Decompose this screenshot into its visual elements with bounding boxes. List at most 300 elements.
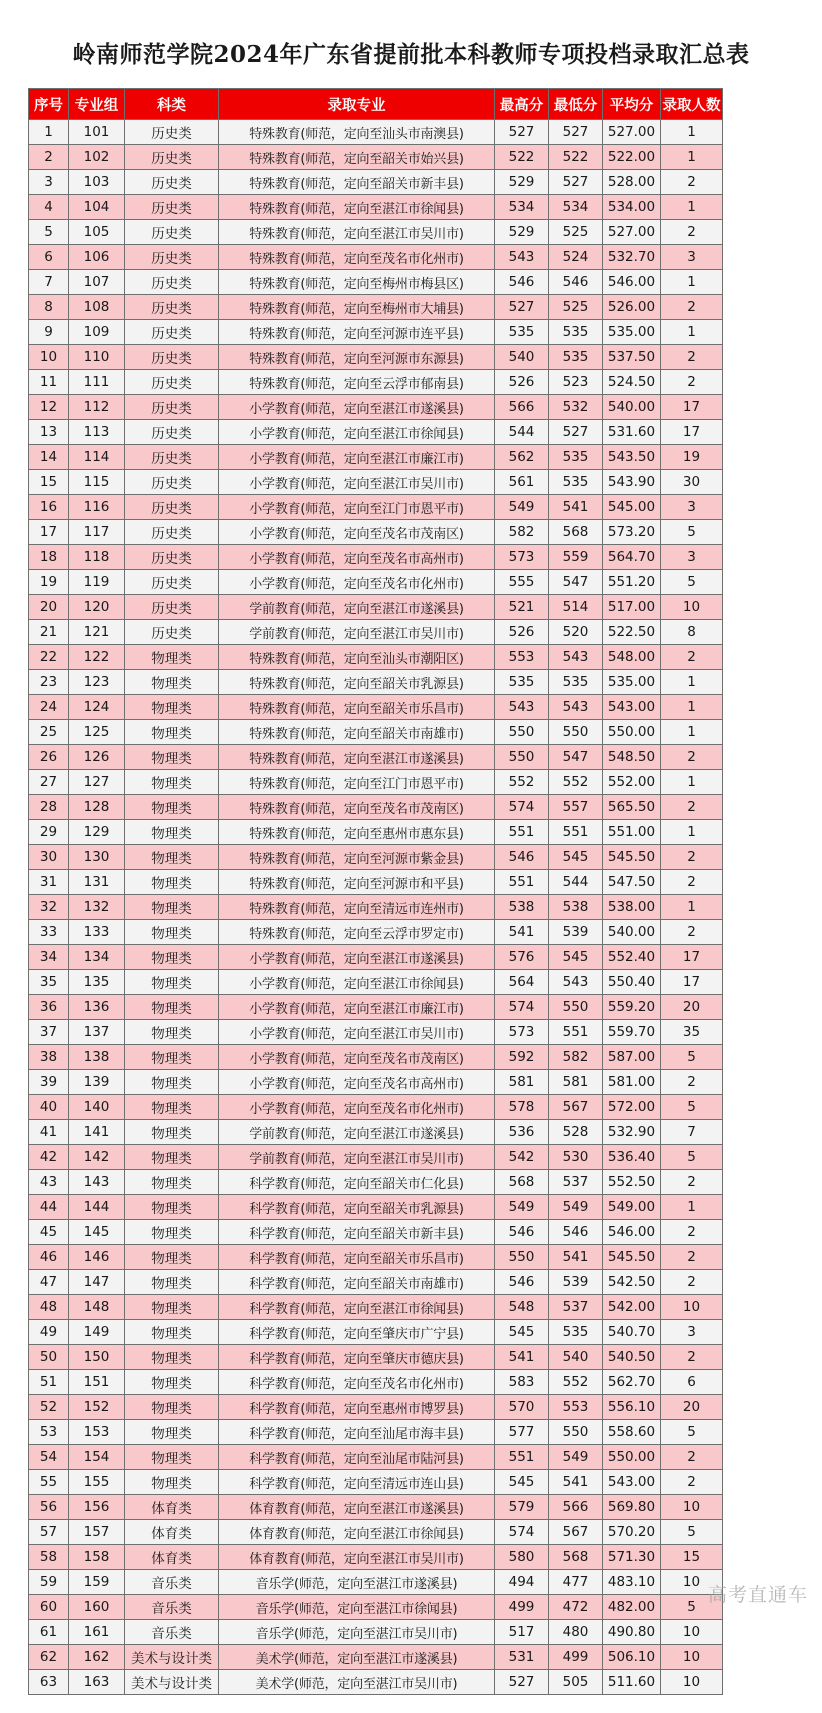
- cell-major: 科学教育(师范，定向至汕尾市陆河县): [219, 1445, 495, 1470]
- cell-major: 科学教育(师范，定向至惠州市博罗县): [219, 1395, 495, 1420]
- cell-max-score: 529: [495, 170, 549, 195]
- cell-admitted-count: 1: [661, 320, 723, 345]
- cell-avg-score: 581.00: [603, 1070, 661, 1095]
- cell-min-score: 528: [549, 1120, 603, 1145]
- table-row: [29, 695, 723, 720]
- cell-avg-score: 547.50: [603, 870, 661, 895]
- table-row: [29, 195, 723, 220]
- cell-index: 29: [29, 820, 69, 845]
- cell-major: 特殊教育(师范，定向至韶关市乐昌市): [219, 695, 495, 720]
- cell-max-score: 582: [495, 520, 549, 545]
- cell-group: 136: [69, 995, 125, 1020]
- cell-major: 体育教育(师范，定向至湛江市徐闻县): [219, 1520, 495, 1545]
- cell-group: 105: [69, 220, 125, 245]
- cell-major: 科学教育(师范，定向至韶关市乐昌市): [219, 1245, 495, 1270]
- cell-category: 物理类: [125, 1345, 219, 1370]
- cell-group: 130: [69, 845, 125, 870]
- cell-avg-score: 550.00: [603, 720, 661, 745]
- cell-min-score: 550: [549, 1420, 603, 1445]
- cell-group: 126: [69, 745, 125, 770]
- cell-admitted-count: 5: [661, 1045, 723, 1070]
- cell-index: 9: [29, 320, 69, 345]
- cell-min-score: 535: [549, 670, 603, 695]
- cell-category: 物理类: [125, 795, 219, 820]
- cell-avg-score: 532.70: [603, 245, 661, 270]
- table-row: [29, 895, 723, 920]
- cell-min-score: 535: [549, 445, 603, 470]
- cell-major: 音乐学(师范，定向至湛江市遂溪县): [219, 1570, 495, 1595]
- cell-admitted-count: 1: [661, 1195, 723, 1220]
- cell-category: 物理类: [125, 1270, 219, 1295]
- cell-index: 58: [29, 1545, 69, 1570]
- cell-group: 127: [69, 770, 125, 795]
- cell-group: 160: [69, 1595, 125, 1620]
- cell-group: 118: [69, 545, 125, 570]
- cell-avg-score: 542.00: [603, 1295, 661, 1320]
- cell-index: 16: [29, 495, 69, 520]
- cell-max-score: 544: [495, 420, 549, 445]
- cell-avg-score: 542.50: [603, 1270, 661, 1295]
- cell-avg-score: 527.00: [603, 220, 661, 245]
- cell-avg-score: 558.60: [603, 1420, 661, 1445]
- cell-category: 历史类: [125, 370, 219, 395]
- cell-max-score: 578: [495, 1095, 549, 1120]
- table-row: [29, 570, 723, 595]
- cell-max-score: 526: [495, 620, 549, 645]
- cell-index: 11: [29, 370, 69, 395]
- header-avg-score: 平均分: [603, 89, 661, 120]
- cell-major: 小学教育(师范，定向至茂名市茂南区): [219, 520, 495, 545]
- cell-max-score: 568: [495, 1170, 549, 1195]
- cell-admitted-count: 1: [661, 895, 723, 920]
- cell-group: 128: [69, 795, 125, 820]
- cell-major: 美术学(师范，定向至湛江市遂溪县): [219, 1645, 495, 1670]
- cell-admitted-count: 7: [661, 1120, 723, 1145]
- cell-avg-score: 540.50: [603, 1345, 661, 1370]
- cell-category: 物理类: [125, 1145, 219, 1170]
- cell-max-score: 535: [495, 670, 549, 695]
- cell-max-score: 564: [495, 970, 549, 995]
- cell-major: 特殊教育(师范，定向至江门市恩平市): [219, 770, 495, 795]
- cell-index: 22: [29, 645, 69, 670]
- cell-group: 133: [69, 920, 125, 945]
- cell-max-score: 546: [495, 845, 549, 870]
- table-row: [29, 520, 723, 545]
- cell-major: 学前教育(师范，定向至湛江市遂溪县): [219, 595, 495, 620]
- cell-category: 物理类: [125, 1245, 219, 1270]
- table-row: [29, 745, 723, 770]
- cell-category: 历史类: [125, 420, 219, 445]
- cell-max-score: 583: [495, 1370, 549, 1395]
- cell-group: 156: [69, 1495, 125, 1520]
- cell-min-score: 546: [549, 1220, 603, 1245]
- cell-category: 音乐类: [125, 1570, 219, 1595]
- cell-avg-score: 522.50: [603, 620, 661, 645]
- cell-min-score: 541: [549, 495, 603, 520]
- cell-group: 157: [69, 1520, 125, 1545]
- table-row: [29, 1320, 723, 1345]
- cell-category: 历史类: [125, 445, 219, 470]
- cell-avg-score: 543.50: [603, 445, 661, 470]
- cell-index: 35: [29, 970, 69, 995]
- cell-min-score: 530: [549, 1145, 603, 1170]
- table-body: [29, 120, 723, 1695]
- cell-major: 科学教育(师范，定向至韶关市新丰县): [219, 1220, 495, 1245]
- cell-min-score: 543: [549, 645, 603, 670]
- cell-max-score: 549: [495, 495, 549, 520]
- cell-admitted-count: 5: [661, 1520, 723, 1545]
- cell-index: 17: [29, 520, 69, 545]
- cell-max-score: 517: [495, 1620, 549, 1645]
- cell-admitted-count: 1: [661, 770, 723, 795]
- cell-max-score: 538: [495, 895, 549, 920]
- cell-min-score: 541: [549, 1470, 603, 1495]
- table-row: [29, 1070, 723, 1095]
- cell-admitted-count: 2: [661, 1245, 723, 1270]
- cell-avg-score: 543.00: [603, 695, 661, 720]
- cell-min-score: 534: [549, 195, 603, 220]
- cell-avg-score: 543.00: [603, 1470, 661, 1495]
- cell-index: 47: [29, 1270, 69, 1295]
- watermark: 高考直通车: [707, 1584, 808, 1606]
- table-row: [29, 595, 723, 620]
- cell-major: 特殊教育(师范，定向至梅州市大埔县): [219, 295, 495, 320]
- cell-major: 特殊教育(师范，定向至韶关市乳源县): [219, 670, 495, 695]
- cell-max-score: 573: [495, 1020, 549, 1045]
- cell-min-score: 553: [549, 1395, 603, 1420]
- cell-max-score: 526: [495, 370, 549, 395]
- cell-category: 物理类: [125, 1070, 219, 1095]
- cell-avg-score: 552.40: [603, 945, 661, 970]
- cell-group: 114: [69, 445, 125, 470]
- cell-major: 特殊教育(师范，定向至茂名市化州市): [219, 245, 495, 270]
- cell-admitted-count: 2: [661, 1170, 723, 1195]
- cell-max-score: 527: [495, 120, 549, 145]
- cell-group: 143: [69, 1170, 125, 1195]
- cell-group: 141: [69, 1120, 125, 1145]
- cell-max-score: 580: [495, 1545, 549, 1570]
- cell-group: 148: [69, 1295, 125, 1320]
- table-row: [29, 345, 723, 370]
- cell-category: 历史类: [125, 595, 219, 620]
- cell-group: 135: [69, 970, 125, 995]
- table-row: [29, 1495, 723, 1520]
- cell-admitted-count: 2: [661, 1445, 723, 1470]
- cell-major: 小学教育(师范，定向至湛江市吴川市): [219, 470, 495, 495]
- cell-group: 125: [69, 720, 125, 745]
- cell-index: 10: [29, 345, 69, 370]
- cell-group: 107: [69, 270, 125, 295]
- cell-group: 151: [69, 1370, 125, 1395]
- cell-min-score: 545: [549, 945, 603, 970]
- cell-avg-score: 511.60: [603, 1670, 661, 1695]
- cell-avg-score: 482.00: [603, 1595, 661, 1620]
- cell-admitted-count: 2: [661, 745, 723, 770]
- cell-max-score: 527: [495, 295, 549, 320]
- cell-admitted-count: 2: [661, 370, 723, 395]
- cell-min-score: 535: [549, 470, 603, 495]
- table-row: [29, 1545, 723, 1570]
- cell-group: 129: [69, 820, 125, 845]
- cell-avg-score: 548.00: [603, 645, 661, 670]
- cell-group: 132: [69, 895, 125, 920]
- table-row: [29, 945, 723, 970]
- cell-avg-score: 550.40: [603, 970, 661, 995]
- cell-major: 特殊教育(师范，定向至河源市和平县): [219, 870, 495, 895]
- cell-admitted-count: 20: [661, 995, 723, 1020]
- cell-index: 19: [29, 570, 69, 595]
- cell-max-score: 546: [495, 1270, 549, 1295]
- cell-max-score: 541: [495, 1345, 549, 1370]
- cell-category: 物理类: [125, 820, 219, 845]
- header-major: 录取专业: [219, 89, 495, 120]
- cell-major: 小学教育(师范，定向至湛江市遂溪县): [219, 395, 495, 420]
- cell-major: 特殊教育(师范，定向至河源市东源县): [219, 345, 495, 370]
- cell-category: 物理类: [125, 895, 219, 920]
- cell-admitted-count: 1: [661, 720, 723, 745]
- cell-admitted-count: 2: [661, 845, 723, 870]
- table-row: [29, 920, 723, 945]
- cell-max-score: 553: [495, 645, 549, 670]
- cell-group: 162: [69, 1645, 125, 1670]
- cell-major: 科学教育(师范，定向至韶关市南雄市): [219, 1270, 495, 1295]
- cell-group: 111: [69, 370, 125, 395]
- cell-category: 物理类: [125, 1120, 219, 1145]
- cell-admitted-count: 5: [661, 1420, 723, 1445]
- cell-max-score: 576: [495, 945, 549, 970]
- cell-category: 历史类: [125, 545, 219, 570]
- cell-avg-score: 552.50: [603, 1170, 661, 1195]
- cell-category: 物理类: [125, 845, 219, 870]
- cell-group: 142: [69, 1145, 125, 1170]
- cell-index: 46: [29, 1245, 69, 1270]
- cell-major: 科学教育(师范，定向至韶关市乳源县): [219, 1195, 495, 1220]
- cell-category: 音乐类: [125, 1595, 219, 1620]
- cell-min-score: 552: [549, 1370, 603, 1395]
- cell-major: 音乐学(师范，定向至湛江市吴川市): [219, 1620, 495, 1645]
- header-min-score: 最低分: [549, 89, 603, 120]
- cell-admitted-count: 35: [661, 1020, 723, 1045]
- cell-avg-score: 536.40: [603, 1145, 661, 1170]
- cell-group: 113: [69, 420, 125, 445]
- cell-index: 14: [29, 445, 69, 470]
- cell-group: 163: [69, 1670, 125, 1695]
- cell-max-score: 529: [495, 220, 549, 245]
- cell-category: 历史类: [125, 245, 219, 270]
- cell-min-score: 551: [549, 820, 603, 845]
- cell-group: 149: [69, 1320, 125, 1345]
- cell-avg-score: 546.00: [603, 1220, 661, 1245]
- cell-admitted-count: 8: [661, 620, 723, 645]
- cell-admitted-count: 2: [661, 870, 723, 895]
- cell-admitted-count: 10: [661, 1570, 723, 1595]
- cell-category: 物理类: [125, 670, 219, 695]
- cell-min-score: 582: [549, 1045, 603, 1070]
- cell-admitted-count: 3: [661, 495, 723, 520]
- cell-major: 音乐学(师范，定向至湛江市徐闻县): [219, 1595, 495, 1620]
- cell-major: 科学教育(师范，定向至湛江市徐闻县): [219, 1295, 495, 1320]
- cell-min-score: 480: [549, 1620, 603, 1645]
- cell-category: 历史类: [125, 120, 219, 145]
- cell-major: 特殊教育(师范，定向至韶关市新丰县): [219, 170, 495, 195]
- cell-min-score: 524: [549, 245, 603, 270]
- table-row: [29, 1470, 723, 1495]
- table-row: [29, 720, 723, 745]
- table-row: [29, 1145, 723, 1170]
- table-row: [29, 370, 723, 395]
- table-row: [29, 1345, 723, 1370]
- table-row: [29, 795, 723, 820]
- cell-index: 20: [29, 595, 69, 620]
- cell-min-score: 540: [549, 1345, 603, 1370]
- cell-avg-score: 535.00: [603, 670, 661, 695]
- cell-admitted-count: 2: [661, 345, 723, 370]
- cell-admitted-count: 1: [661, 820, 723, 845]
- cell-major: 学前教育(师范，定向至湛江市吴川市): [219, 1145, 495, 1170]
- cell-max-score: 499: [495, 1595, 549, 1620]
- cell-min-score: 547: [549, 570, 603, 595]
- cell-group: 110: [69, 345, 125, 370]
- table-row: [29, 245, 723, 270]
- cell-category: 物理类: [125, 1220, 219, 1245]
- cell-major: 特殊教育(师范，定向至河源市紫金县): [219, 845, 495, 870]
- header-admitted-count: 录取人数: [661, 89, 723, 120]
- cell-major: 科学教育(师范，定向至清远市连山县): [219, 1470, 495, 1495]
- cell-avg-score: 535.00: [603, 320, 661, 345]
- cell-admitted-count: 2: [661, 220, 723, 245]
- cell-admitted-count: 17: [661, 395, 723, 420]
- header-max-score: 最高分: [495, 89, 549, 120]
- table-row: [29, 270, 723, 295]
- cell-group: 101: [69, 120, 125, 145]
- cell-major: 特殊教育(师范，定向至惠州市惠东县): [219, 820, 495, 845]
- cell-category: 历史类: [125, 220, 219, 245]
- cell-category: 物理类: [125, 1395, 219, 1420]
- cell-group: 122: [69, 645, 125, 670]
- cell-admitted-count: 2: [661, 1470, 723, 1495]
- cell-admitted-count: 5: [661, 570, 723, 595]
- cell-index: 42: [29, 1145, 69, 1170]
- cell-category: 历史类: [125, 570, 219, 595]
- cell-avg-score: 556.10: [603, 1395, 661, 1420]
- cell-category: 历史类: [125, 270, 219, 295]
- cell-max-score: 551: [495, 1445, 549, 1470]
- table-row: [29, 1170, 723, 1195]
- cell-category: 物理类: [125, 995, 219, 1020]
- cell-avg-score: 540.00: [603, 395, 661, 420]
- cell-max-score: 574: [495, 995, 549, 1020]
- cell-avg-score: 545.50: [603, 1245, 661, 1270]
- cell-avg-score: 490.80: [603, 1620, 661, 1645]
- cell-major: 特殊教育(师范，定向至清远市连州市): [219, 895, 495, 920]
- cell-min-score: 472: [549, 1595, 603, 1620]
- cell-major: 特殊教育(师范，定向至湛江市吴川市): [219, 220, 495, 245]
- cell-major: 小学教育(师范，定向至湛江市吴川市): [219, 1020, 495, 1045]
- cell-index: 38: [29, 1045, 69, 1070]
- cell-max-score: 551: [495, 820, 549, 845]
- cell-major: 学前教育(师范，定向至湛江市遂溪县): [219, 1120, 495, 1145]
- table-row: [29, 1220, 723, 1245]
- cell-group: 138: [69, 1045, 125, 1070]
- cell-admitted-count: 10: [661, 595, 723, 620]
- cell-group: 146: [69, 1245, 125, 1270]
- cell-avg-score: 552.00: [603, 770, 661, 795]
- cell-group: 106: [69, 245, 125, 270]
- cell-major: 小学教育(师范，定向至茂名市化州市): [219, 1095, 495, 1120]
- cell-major: 科学教育(师范，定向至韶关市仁化县): [219, 1170, 495, 1195]
- cell-index: 4: [29, 195, 69, 220]
- cell-index: 56: [29, 1495, 69, 1520]
- cell-min-score: 567: [549, 1520, 603, 1545]
- cell-index: 6: [29, 245, 69, 270]
- header-category: 科类: [125, 89, 219, 120]
- cell-admitted-count: 10: [661, 1670, 723, 1695]
- cell-index: 41: [29, 1120, 69, 1145]
- cell-min-score: 537: [549, 1170, 603, 1195]
- table-row: [29, 1295, 723, 1320]
- table-row: [29, 1370, 723, 1395]
- cell-index: 55: [29, 1470, 69, 1495]
- table-row: [29, 420, 723, 445]
- cell-admitted-count: 5: [661, 1145, 723, 1170]
- cell-major: 小学教育(师范，定向至湛江市徐闻县): [219, 970, 495, 995]
- cell-index: 49: [29, 1320, 69, 1345]
- cell-index: 36: [29, 995, 69, 1020]
- table-header-row: [29, 89, 723, 120]
- cell-min-score: 527: [549, 170, 603, 195]
- table-row: [29, 845, 723, 870]
- cell-major: 体育教育(师范，定向至湛江市吴川市): [219, 1545, 495, 1570]
- table-row: [29, 120, 723, 145]
- cell-max-score: 546: [495, 1220, 549, 1245]
- cell-index: 28: [29, 795, 69, 820]
- cell-category: 历史类: [125, 170, 219, 195]
- cell-avg-score: 559.70: [603, 1020, 661, 1045]
- cell-min-score: 581: [549, 1070, 603, 1095]
- table-row: [29, 1670, 723, 1695]
- table-row: [29, 1045, 723, 1070]
- cell-avg-score: 559.20: [603, 995, 661, 1020]
- cell-group: 159: [69, 1570, 125, 1595]
- cell-admitted-count: 10: [661, 1645, 723, 1670]
- table-row: [29, 620, 723, 645]
- cell-avg-score: 549.00: [603, 1195, 661, 1220]
- cell-category: 历史类: [125, 620, 219, 645]
- cell-index: 39: [29, 1070, 69, 1095]
- cell-group: 103: [69, 170, 125, 195]
- cell-group: 112: [69, 395, 125, 420]
- table-row: [29, 670, 723, 695]
- cell-group: 155: [69, 1470, 125, 1495]
- cell-major: 特殊教育(师范，定向至湛江市徐闻县): [219, 195, 495, 220]
- cell-category: 物理类: [125, 1170, 219, 1195]
- cell-admitted-count: 5: [661, 520, 723, 545]
- cell-category: 物理类: [125, 720, 219, 745]
- cell-max-score: 543: [495, 245, 549, 270]
- cell-group: 102: [69, 145, 125, 170]
- cell-avg-score: 537.50: [603, 345, 661, 370]
- cell-index: 2: [29, 145, 69, 170]
- cell-min-score: 535: [549, 345, 603, 370]
- cell-category: 历史类: [125, 320, 219, 345]
- cell-group: 144: [69, 1195, 125, 1220]
- table-row: [29, 1445, 723, 1470]
- cell-index: 37: [29, 1020, 69, 1045]
- cell-avg-score: 526.00: [603, 295, 661, 320]
- cell-admitted-count: 1: [661, 120, 723, 145]
- cell-category: 物理类: [125, 1095, 219, 1120]
- cell-group: 117: [69, 520, 125, 545]
